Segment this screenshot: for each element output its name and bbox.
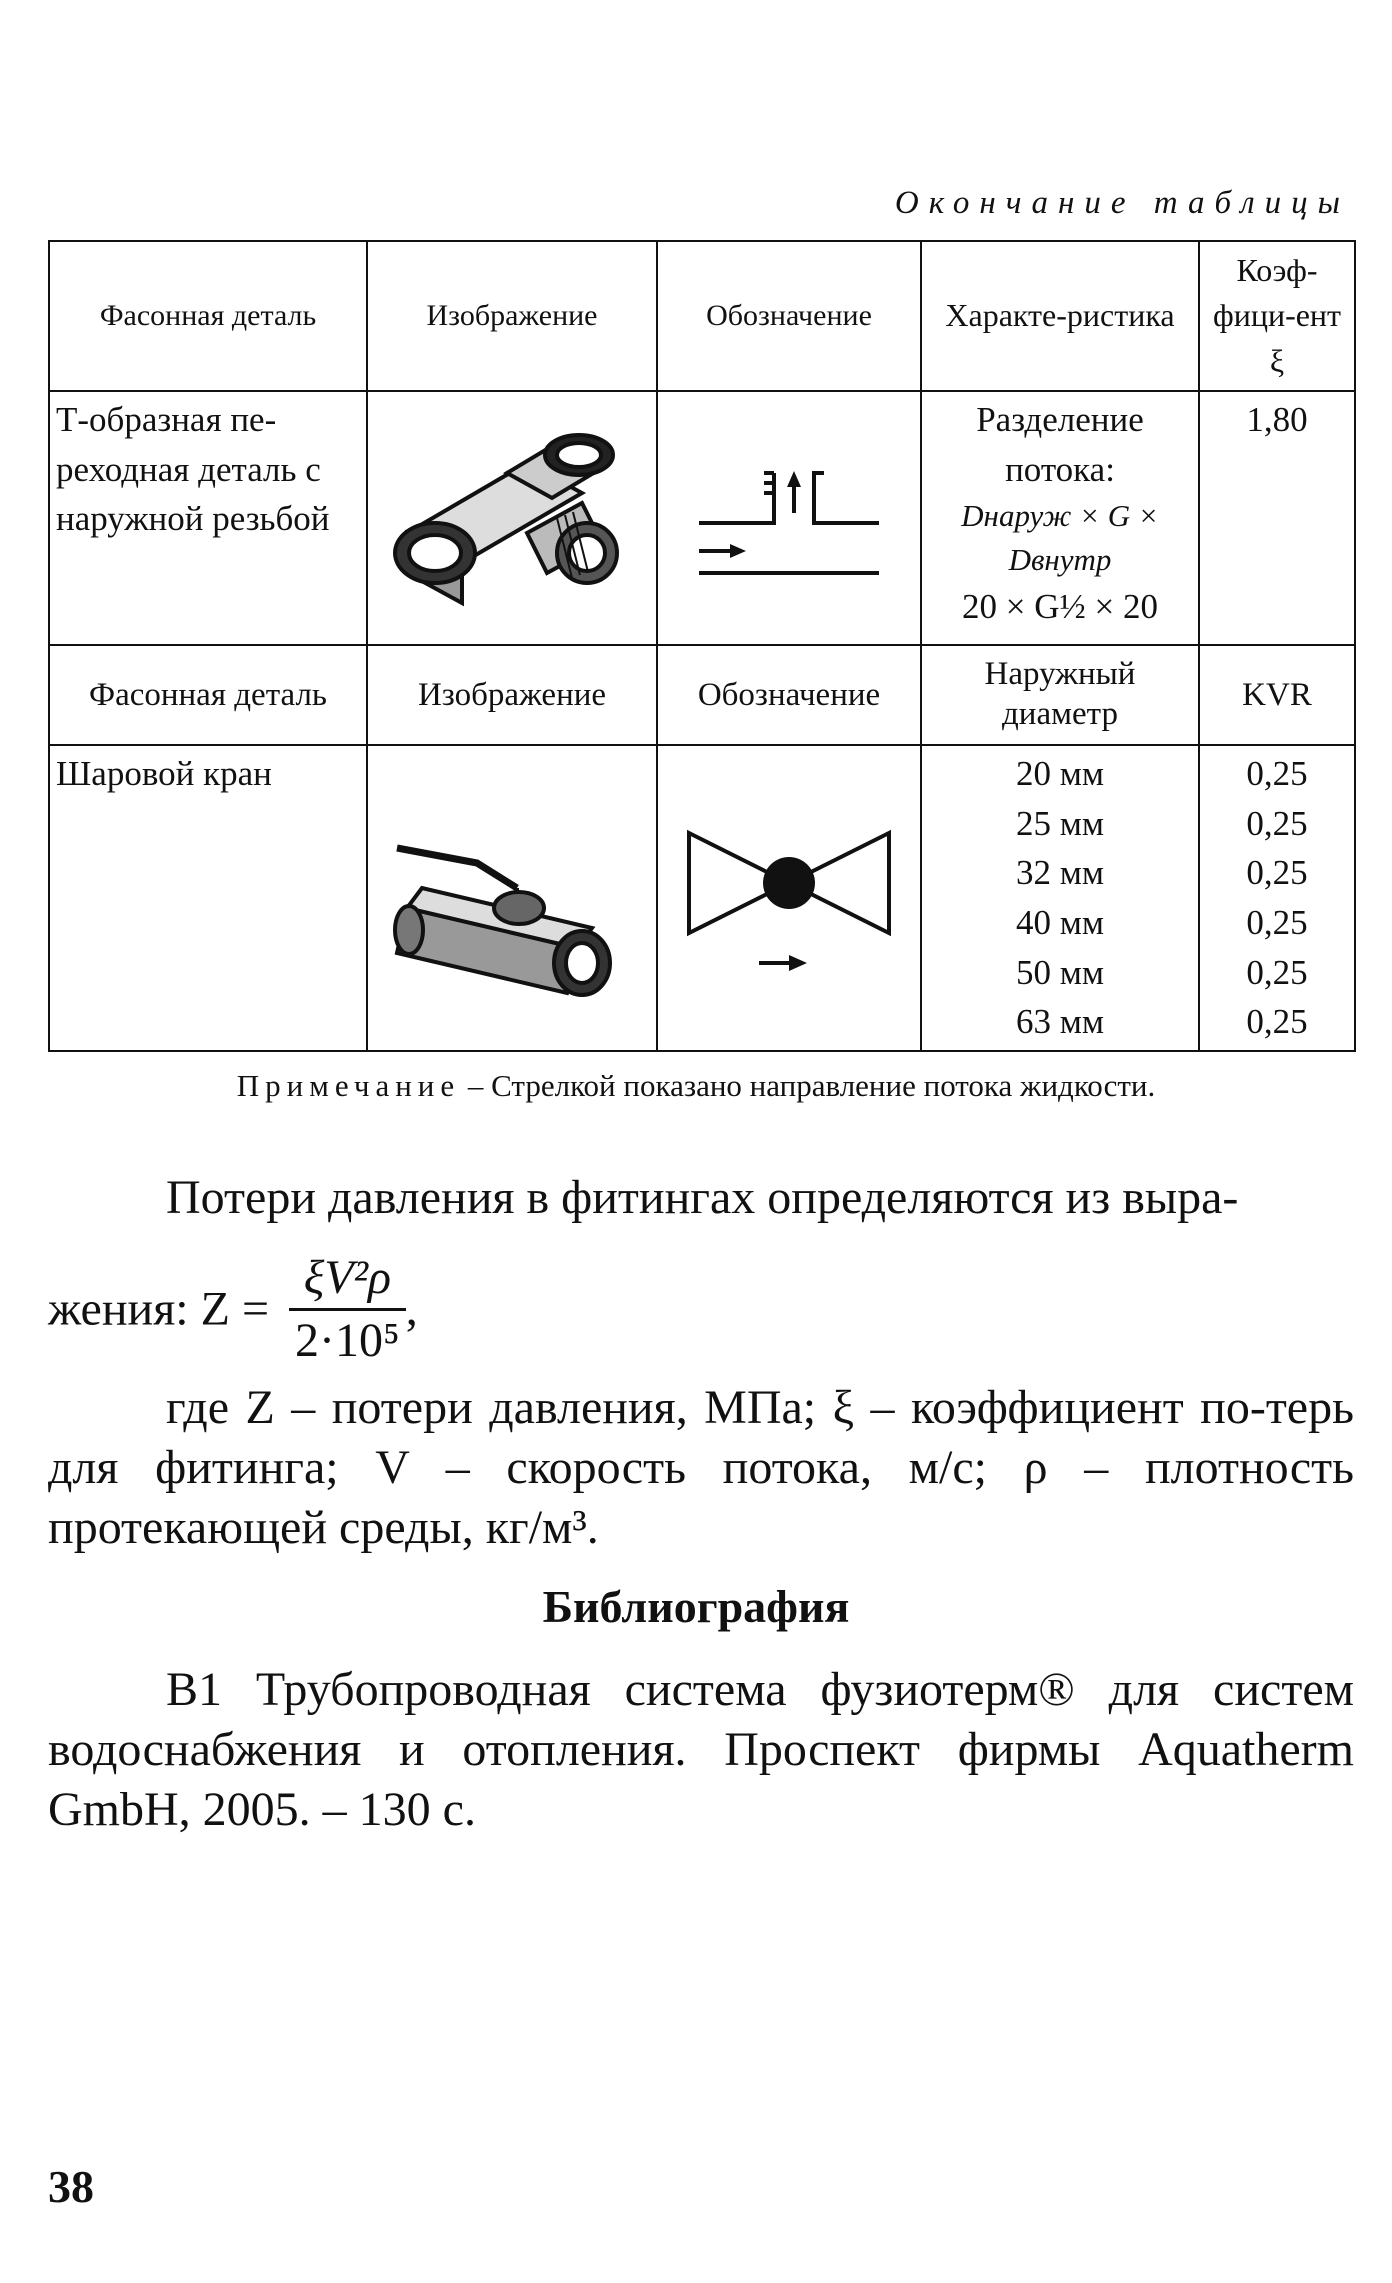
header2-part: Фасонная деталь <box>49 645 367 745</box>
tee-image-cell <box>367 391 657 645</box>
note-label: Примечание <box>236 1068 461 1103</box>
tee-characteristic-cell <box>921 391 1199 645</box>
page-number: 38 <box>48 2161 94 2212</box>
char-line-2: потока: <box>1005 449 1115 489</box>
table-continuation-caption: Окончание таблицы <box>894 185 1350 221</box>
tee-coefficient: 1,80 <box>1199 391 1355 645</box>
kvr-value: 0,25 <box>1246 803 1308 843</box>
table-note <box>0 1068 1392 1104</box>
header-part: Фасонная деталь <box>49 241 367 391</box>
formula-lead: жения: Z = <box>48 1282 270 1336</box>
formula-numerator: ξV²ρ <box>289 1248 406 1311</box>
kvr-value: 0,25 <box>1246 1002 1308 1042</box>
header2-diameter: Наружный диаметр <box>921 645 1199 745</box>
valve-part-name: Шаровой кран <box>49 745 367 1051</box>
valve-kvr-cell <box>1199 745 1355 1051</box>
tee-part-name: Т-образная пе-реходная деталь с наружной резьбой <box>49 391 367 645</box>
valve-row <box>49 745 1355 1051</box>
tee-fitting-icon <box>377 413 647 623</box>
ball-valve-symbol-icon <box>669 813 909 983</box>
diameter-value: 50 мм <box>1015 952 1105 992</box>
kvr-value: 0,25 <box>1246 952 1308 992</box>
header-symbol: Обозначение <box>657 241 921 391</box>
header2-image: Изображение <box>367 645 657 745</box>
formula-fraction <box>289 1248 406 1371</box>
valve-diameters-cell <box>921 745 1199 1051</box>
char-formula: Dнаруж × G × Dвнутр <box>961 498 1159 578</box>
ball-valve-icon <box>377 798 647 998</box>
valve-image-cell <box>367 745 657 1051</box>
fittings-table <box>48 240 1356 1052</box>
kvr-value: 0,25 <box>1246 903 1308 943</box>
diameter-value: 32 мм <box>1015 853 1105 893</box>
diameter-value: 20 мм <box>1015 754 1105 793</box>
kvr-value: 0,25 <box>1246 853 1308 893</box>
header2-kvr: KVR <box>1199 645 1355 745</box>
table-header-row-2 <box>49 645 1355 745</box>
valve-symbol-cell <box>657 745 921 1051</box>
diameter-value: 25 мм <box>1015 803 1105 843</box>
bibliography-heading: Библиография <box>542 1581 850 1632</box>
tee-row <box>49 391 1355 645</box>
char-value: 20 × G½ × 20 <box>961 587 1158 627</box>
paragraph-pressure-loss: Потери давления в фитингах определяются из выра- <box>166 1171 1239 1224</box>
header-coefficient: Коэф-фици-ент ξ <box>1199 241 1355 391</box>
kvr-value: 0,25 <box>1246 754 1308 793</box>
formula-denominator: 2·10⁵ <box>295 1314 400 1367</box>
bibliography-entry: В1 Трубопроводная система фузиотерм® для систем водоснабжения и отопления. Проспект фирмы Aquatherm GmbH, 2005. – 130 с. <box>48 1663 1354 1836</box>
diameter-value: 40 мм <box>1015 903 1105 943</box>
paragraph-definitions: где Z – потери давления, МПа; ξ – коэффициент по-терь для фитинга; V – скорость потока, м/с; ρ – плотность протекающей среды, кг/м³. <box>48 1381 1354 1554</box>
char-line-1: Разделение <box>976 400 1144 439</box>
header-characteristic: Характе-ристика <box>921 241 1199 391</box>
note-text: – Стрелкой показано направление потока жидкости. <box>467 1068 1156 1103</box>
diameter-value: 63 мм <box>1015 1002 1105 1042</box>
header-image: Изображение <box>367 241 657 391</box>
table-header-row-1 <box>49 241 1355 391</box>
tee-symbol-icon <box>674 443 904 593</box>
formula-block: жения: Z = $\frac{\text{ξV²ρ}}{\text{2·10⁵}}$ , <box>48 1248 848 1371</box>
header2-symbol: Обозначение <box>657 645 921 745</box>
tee-symbol-cell <box>657 391 921 645</box>
